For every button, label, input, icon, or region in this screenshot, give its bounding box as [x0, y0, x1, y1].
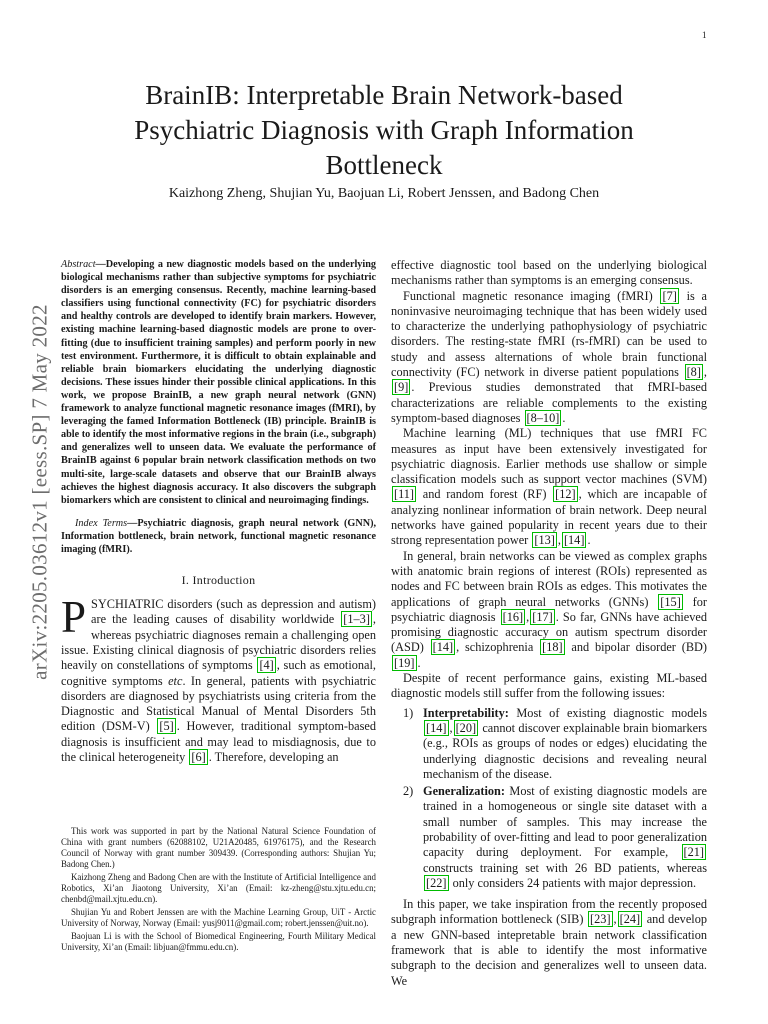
intro-text: , whereas psychiatric diagnoses remain a challenging open issue. Existing clinical diagnosis of psychiatric disorders relies heavily on constellations of symptoms — [61, 612, 376, 673]
list-number: 2) — [403, 784, 414, 799]
index-terms-label: Index Terms — [75, 517, 128, 529]
list-item-heading: Generalization: — [423, 784, 505, 799]
title-line-3: Bottleneck — [325, 150, 443, 180]
body-text: and develop a new GNN-based intepretable brain network classification framework that is able to identify the most informative subgraph to the decision and generalizes well to unseen data. We — [391, 912, 707, 988]
body-paragraph: Machine learning (ML) techniques that use fMRI FC measures as input have been extensively investigated for psychiatric diagnosis. Earlier methods use shallow or simple classification models such as support vector machines (SVM) [11] and random forest (RF) [12] , which are incapable of analyzing nonlinear information of brain network. Deep neural networks have gained popularity in recent years due to their strong representation power [13] , [14] . — [391, 426, 707, 548]
citation-link[interactable]: [21] — [683, 845, 704, 860]
citation-link[interactable]: [19] — [394, 655, 415, 670]
citation-link[interactable]: [20] — [455, 720, 477, 735]
body-text: only considers 24 patients with major depression. — [449, 875, 697, 890]
citation-link[interactable]: [18] — [542, 640, 563, 655]
body-text: is a noninvasive neuroimaging technique that has been widely used to characterize the underlying pathophysiology of psychiatric disorders. The resting-state fMRI (rs-fMRI) can be used to study and assess alternations of whole brain functional connectivity (FC) network in diverse patient populations — [391, 288, 708, 380]
citation-link[interactable]: [8] — [686, 365, 701, 380]
body-text: and bipolar disorder (BD) — [565, 640, 707, 655]
citation-link[interactable]: [9] — [394, 380, 409, 395]
footnote-funding: This work was supported in part by the National Natural Science Foundation of China with grant numbers (62088102, U21A20485, 61976175), and the Research Council of Norway with grant number 309439. (Corresponding authors: Shujian Yu; Badong Chen.) — [61, 826, 376, 869]
title-line-1: BrainIB: Interpretable Brain Network-based — [145, 80, 623, 110]
issues-list — [391, 706, 707, 892]
paper-title — [80, 78, 688, 183]
citation-link[interactable]: [14] — [426, 720, 447, 735]
list-item-heading: Interpretability: — [423, 705, 509, 720]
body-text: cannot discover explainable brain biomarkers (e.g., ROIs as groups of nodes or edges) elucidating the underlying diagnostic decisions and revealing neural mechanism of the disease. — [423, 720, 707, 781]
abstract — [61, 258, 376, 507]
body-text: . Previous studies demonstrated that fMRI-based characterizations are reliable complements to the existing symptom-based diagnoses — [391, 380, 707, 425]
list-number: 1) — [403, 705, 414, 720]
intro-text: , such as emotional, cognitive symptoms — [61, 658, 376, 688]
citation-link[interactable]: [7] — [662, 288, 677, 303]
body-text: Functional magnetic resonance imaging (fMRI) — [403, 288, 660, 303]
footnote-affiliation: Baojuan Li is with the School of Biomedical Engineering, Fourth Military Medical University, Xi’an (Email: libjuan@fmmu.edu.cn). — [61, 931, 376, 952]
citation-link[interactable]: [6] — [191, 750, 206, 765]
citation-link[interactable]: [11] — [394, 487, 415, 502]
intro-text: . In general, patients with psychiatric disorders are diagnosed by psychiatrists using criteria from the Diagnostic and Statistical Manual of Mental Disorders 5th edition (DSM-V) — [61, 673, 376, 734]
citation-link[interactable]: [4] — [259, 658, 274, 673]
citation-link[interactable]: [24] — [619, 912, 641, 927]
body-text: In this paper, we take inspiration from the recently proposed subgraph information bottleneck (SIB) — [391, 897, 707, 927]
intro-text: . Therefore, developing an — [208, 750, 339, 765]
right-column — [391, 258, 707, 989]
citation-link[interactable]: [14] — [563, 533, 585, 548]
citation-link[interactable]: [17] — [532, 609, 553, 624]
index-terms-text: —Psychiatric diagnosis, graph neural network (GNN), Information bottleneck, brain network, functional magnetic resonance imaging (fMRI). — [61, 517, 377, 555]
citation-link[interactable]: [8–10] — [526, 410, 560, 425]
footnote-affiliation: Kaizhong Zheng and Badong Chen are with the Institute of Artificial Intelligence and Robotics, Xi’an Jiaotong University, Xi’an (Email: kz-zheng@stu.xjtu.edu.cn; chenbd@mail.xjtu.edu.cn). — [61, 872, 376, 904]
intro-text-italic: etc — [168, 673, 183, 688]
body-text: for psychiatric diagnosis — [391, 594, 708, 624]
index-terms — [61, 517, 376, 556]
body-paragraph: Despite of recent performance gains, existing ML-based diagnostic models still suffer from the following issues: — [391, 671, 707, 701]
body-text: and random forest (RF) — [417, 487, 553, 502]
citation-link[interactable]: [23] — [590, 912, 611, 927]
citation-link[interactable]: [1–3] — [343, 612, 370, 627]
citation-link[interactable]: [12] — [555, 487, 576, 502]
body-text: Machine learning (ML) techniques that use fMRI FC measures as input have been extensively investigated for psychiatric diagnosis. Earlier methods use shallow or simple classification models such as support vector machines (SVM) — [391, 426, 707, 487]
title-line-2: Psychiatric Diagnosis with Graph Information — [134, 115, 634, 145]
body-text: Most of existing diagnostic models are trained in a homogeneous or single site dataset with a small number of samples. This may increase the probability of over-fitting and lead to poor generalization capacity during deployment. For example, — [423, 784, 707, 860]
drop-cap: P — [61, 592, 87, 643]
body-text: In general, brain networks can be viewed as complex graphs with anatomic brain regions of interest (ROIs) represented as nodes and FC between brain ROIs as edges. This motivates the applications of graph neural networks (GNNs) — [391, 548, 707, 609]
body-text: Most of existing diagnostic models — [508, 705, 707, 720]
intro-text: . However, traditional symptom-based diagnosis is insufficient and may lead to misdiagnosis, due to the clinical heterogeneity — [61, 719, 376, 765]
list-item — [391, 784, 707, 891]
citation-link[interactable]: [15] — [660, 594, 681, 609]
citation-link[interactable]: [5] — [159, 719, 174, 734]
author-list: Kaizhong Zheng, Shujian Yu, Baojuan Li, Robert Jenssen, and Badong Chen — [168, 186, 600, 201]
abstract-text: —Developing a new diagnostic models based on the underlying biological mechanisms rather than subjective symptoms for psychiatric disorders is an emerging consensus. Recently, machine learning-based classifiers using functional connectivity (FC) for psychiatric disorders and healthy controls are developed to identify brain markers. However, existing machine learning-based diagnostic models are prone to over-fitting (due to insufficient training samples) and perform poorly in new test environment. Furthermore, it is difficult to obtain explainable and reliable brain biomarkers elucidating the underlying diagnostic decisions. These issues hinder their possible clinical applications. In this work, we propose BrainIB, a new graph neural network (GNN) framework to analyze functional magnetic resonance images (fMRI), by leveraging the famed Information Bottleneck (IB) principle. BrainIB is able to identify the most informative regions in the brain (i.e., subgraph) and generalizes well to unseen data. We evaluate the performance of BrainIB against 6 popular brain network classification methods on two multi-site, large-scale datasets and observe that our BrainIB always achieves the highest diagnosis accuracy. It also discovers the subgraph biomarkers which are consistent to clinical and neuroimaging findings. — [61, 259, 376, 506]
intro-text: SYCHIATRIC disorders (such as depression and autism) are the leading causes of disability worldwide — [91, 597, 376, 627]
body-paragraph: In general, brain networks can be viewed as complex graphs with anatomic brain regions of interest (ROIs) represented as nodes and FC between brain ROIs as edges. This motivates the applications of graph neural networks (GNNs) [15] for psychiatric diagnosis [16] , [17] . So far, GNNs have achieved promising diagnostic accuracy on autism spectrum disorder (ASD) [14] , schizophrenia [18] and bipolar disorder (BD) [19] . — [391, 548, 708, 670]
body-text: constructs training set with 26 BD patients, whereas — [423, 860, 707, 875]
body-text: , which are incapable of analyzing nonlinear information of brain network. Deep neural networks have gained popularity in recent years due to their strong representation power — [391, 487, 707, 548]
abstract-label: Abstract — [61, 259, 96, 270]
left-column — [61, 258, 376, 765]
body-paragraph: effective diagnostic tool based on the underlying biological mechanisms rather than symptoms is an emerging consensus. — [391, 258, 707, 288]
section-heading-introduction: I. Introduction — [181, 573, 256, 588]
footnote-affiliation: Shujian Yu and Robert Jenssen are with the Machine Learning Group, UiT - Arctic University of Norway, Norway (Email: yusj9011@gmail.com; robert.jenssen@uit.no). — [61, 907, 376, 928]
citation-link[interactable]: [13] — [534, 533, 555, 548]
list-item: 1) Interpretability: Most of existing diagnostic models [14] , [20] cannot discover explainable brain biomarkers (e.g., ROIs as groups of nodes or edges) elucidating the underlying diagnostic decisions and revealing neural mechanism of the disease. — [403, 705, 707, 781]
page-number: 1 — [702, 30, 707, 40]
arxiv-identifier-stamp: arXiv:2205.03612v1 [eess.SP] 7 May 2022 — [27, 304, 52, 680]
body-text: . So far, GNNs have achieved promising diagnostic accuracy on autism spectrum disorder (ASD) — [391, 609, 707, 655]
body-paragraph: Functional magnetic resonance imaging (fMRI) [7] is a noninvasive neuroimaging technique that has been widely used to characterize the underlying pathophysiology of psychiatric disorders. The resting-state fMRI (rs-fMRI) can be used to study and assess alternations of whole brain functional connectivity (FC) network in diverse patient populations [8] ,[9] . Previous studies demonstrated that fMRI-based characterizations are reliable complements to the existing symptom-based diagnoses [8–10] . — [391, 288, 708, 425]
citation-link[interactable]: [14] — [432, 640, 454, 655]
body-paragraph: In this paper, we take inspiration from the recently proposed subgraph information bottleneck (SIB) [23] , [24] and develop a new GNN-based intepretable brain network classification framework that is able to identify the most informative subgraph to the decision and generalizes well to unseen data. We — [391, 897, 707, 988]
citation-link[interactable]: [22] — [426, 875, 447, 890]
intro-paragraph — [61, 592, 376, 765]
body-text: , schizophrenia — [456, 640, 540, 655]
citation-link[interactable]: [16] — [502, 609, 524, 624]
footnotes — [61, 826, 376, 955]
